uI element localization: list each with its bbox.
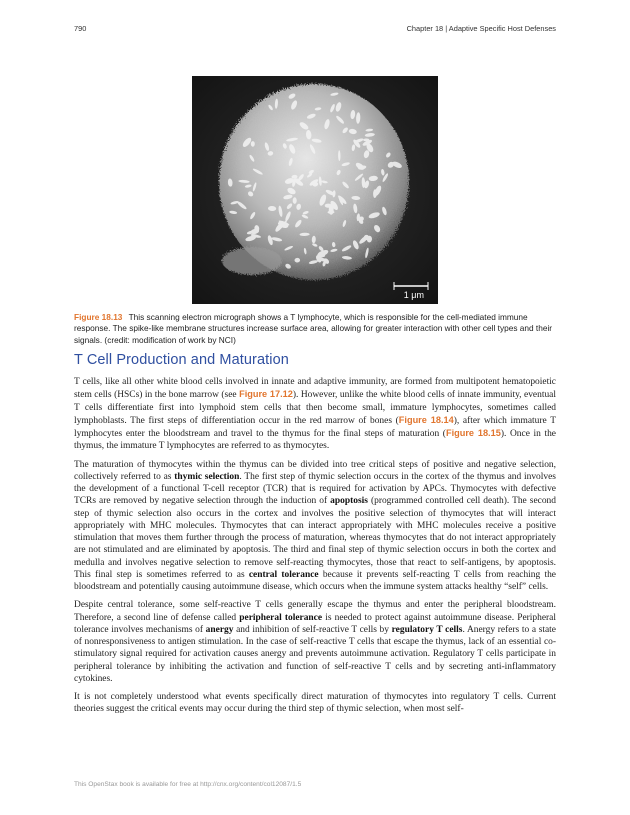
section-title: T Cell Production and Maturation xyxy=(74,352,289,368)
page-footer: This OpenStax book is available for free at http://cnx.org/content/col12087/1.5 xyxy=(74,781,302,788)
body-text xyxy=(74,376,556,722)
term-regulatory-t-cells: regulatory T cells xyxy=(391,624,463,635)
figure-link-17-12[interactable]: Figure 17.12 xyxy=(239,389,293,400)
figure-link-18-15[interactable]: Figure 18.15 xyxy=(445,428,501,438)
term-central-tolerance: central tolerance xyxy=(248,569,319,580)
term-peripheral-tolerance: peripheral tolerance xyxy=(239,612,323,623)
paragraph-2: The maturation of thymocytes within the thymus can be divided into tree critical steps of positive and negative selection, collectively referred to as thymic selection. The first step of thymic selection occurs in the cortex of the thymus and involves the development of a functional T-cell receptor (TCR) that is required for activation by APCs. Thymocytes with defective TCRs are removed by negative selection through the induction of apoptosis (programmed controlled cell death). The second step of thymic selection also occurs in the cortex and involves the positive selection of thymocytes that will interact appropriately with MHC molecules. Thymocytes that can interact appropriately with MHC molecules receive a positive stimulation that moves them further through the process of maturation, whereas thymocytes that do not interact appropriately are not stimulated and are eliminated by apoptosis. The third and final step of thymic selection occurs in both the cortex and medulla and involves negative selection to remove self-reacting thymocytes, those that react to self-antigens, by apoptosis. This final step is sometimes referred to as central tolerance because it prevents self-reacting T cells from reaching the bloodstream and potentially causing autoimmune disease, which occurs when the immune system attacks healthy “self” cells. xyxy=(74,459,556,592)
page-number: 790 xyxy=(74,24,87,33)
membrane-spike xyxy=(293,197,297,204)
figure-label: Figure 18.13 xyxy=(74,312,123,322)
paragraph-4: It is not completely understood what events specifically direct maturation of thymocytes into regulatory T cells. Current theories suggest the critical events may occur during the third step of thymic selection, when most self- xyxy=(74,692,556,715)
chapter-title: Chapter 18 | Adaptive Specific Host Defenses xyxy=(406,24,556,33)
figure-caption-text: This scanning electron micrograph shows a T lymphocyte, which is responsible for the cell-mediated immune response. The spike-like membrane structures increase surface area, allowing for greater interaction with other cell types and their signals. (credit: modification of work by NCI) xyxy=(74,312,553,345)
paragraph-3: Despite central tolerance, some self-reactive T cells generally escape the thymus and enter the peripheral bloodstream. Therefore, a second line of defense called peripheral tolerance is needed to protect against autoimmune disease. Peripheral tolerance involves mechanisms of anergy and inhibition of self-reactive T cells by regulatory T cells. Anergy refers to a state of nonresponsiveness to antigen stimulation. In the case of self-reactive T cells that escape the thymus, lack of an essential co-stimulatory signal required for activation causes anergy and prevents autoimmune activation. Regulatory T cells participate in peripheral tolerance by inhibiting the activation and function of self-reactive T cells and by secreting anti-inflammatory cytokines. xyxy=(74,600,556,684)
micrograph-image xyxy=(192,76,438,304)
term-apoptosis: apoptosis xyxy=(330,496,368,507)
paragraph-1: T cells, like all other white blood cells involved in innate and adaptive immunity, are formed from multipotent hematopoietic stem cells (HSCs) in the bone marrow (see Figure 17.12). However, unlike the white blood cells of innate immunity, eventual T cells differentiate first into lymphoid stem cells that then become small, immature lymphocytes, sometimes called lymphoblasts. The first steps of differentiation occur in the red marrow of bones (Figure 18.14), after which immature T lymphocytes enter the bloodstream and travel to the thymus for the final steps of maturation (Figure 18.15). Once in the thymus, the immature T lymphocytes are referred to as thymocytes. xyxy=(74,377,556,452)
page-header xyxy=(74,24,556,36)
term-anergy: anergy xyxy=(205,624,234,635)
membrane-spike xyxy=(329,205,334,215)
term-thymic-selection: thymic selection xyxy=(174,471,240,482)
figure-caption xyxy=(74,312,558,346)
membrane-spike xyxy=(251,141,255,147)
t-lymphocyte-micrograph xyxy=(192,76,438,304)
scale-label: 1 μm xyxy=(403,290,424,300)
figure-link-18-14[interactable]: Figure 18.14 xyxy=(398,414,454,425)
